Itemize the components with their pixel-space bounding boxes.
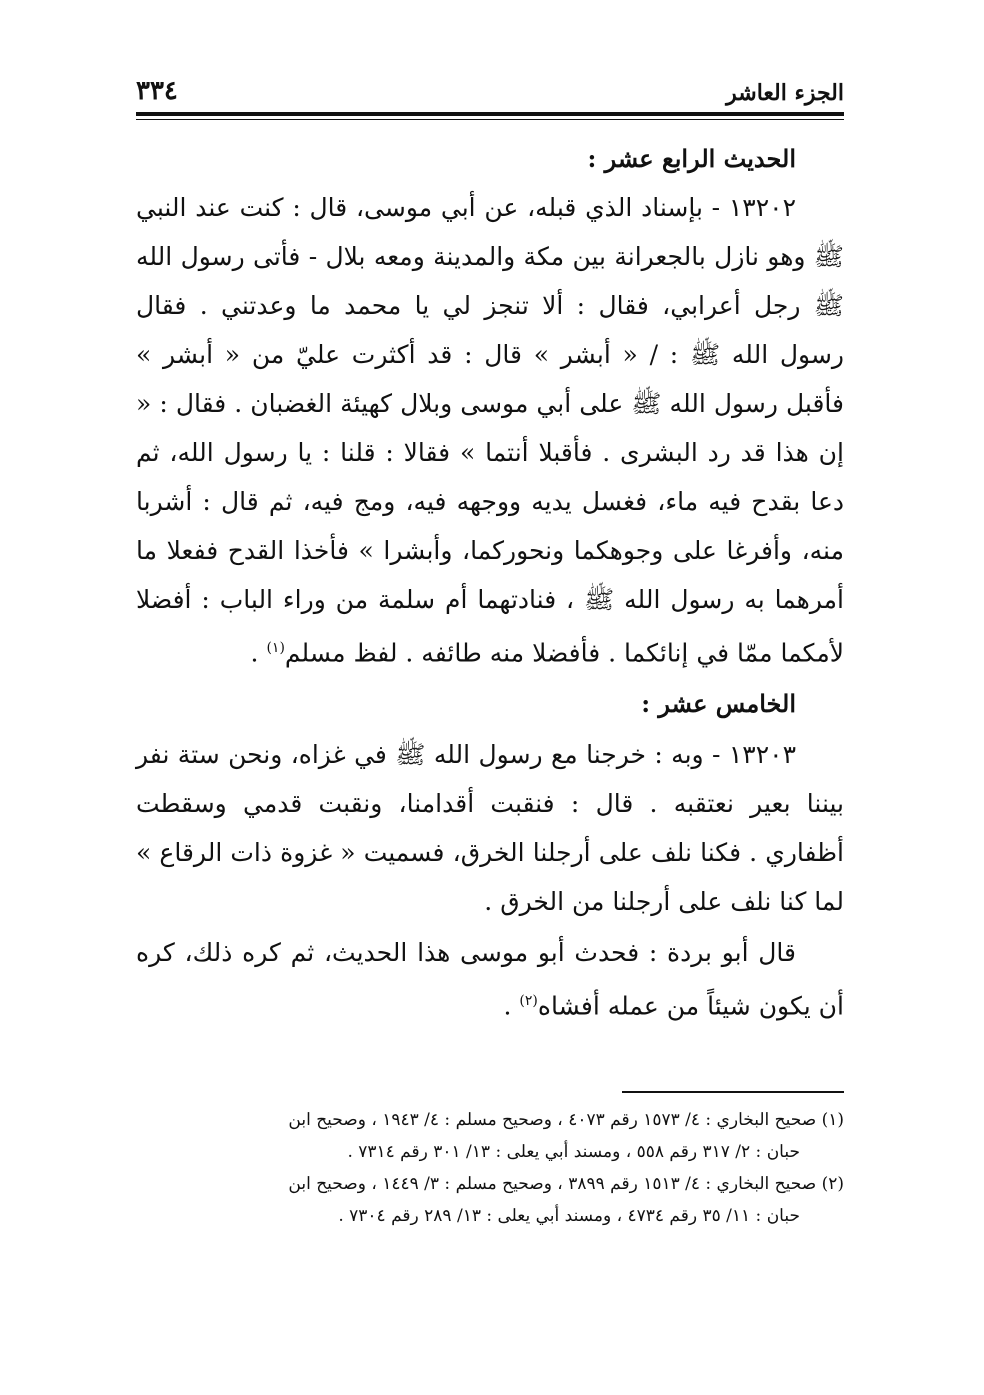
paragraph-end: .: [250, 638, 267, 668]
footnote-separator: [622, 1091, 844, 1093]
footnote-line: حبان : ١١/ ٣٥ رقم ٤٧٣٤ ، ومسند أبي يعلى : ١٣/ ٢٨٩ رقم ٧٣٠٤ .: [338, 1206, 800, 1226]
footnote-line: (١) صحيح البخاري : ٤/ ١٥٧٣ رقم ٤٠٧٣ ، وصحيح مسلم : ٤/ ١٩٤٣ ، وصحيح ابن: [288, 1110, 844, 1130]
footnote-line: (٢) صحيح البخاري : ٤/ ١٥١٣ رقم ٣٨٩٩ ، وصحيح مسلم : ٣/ ١٤٤٩ ، وصحيح ابن: [288, 1174, 844, 1194]
footnote-ref[interactable]: (١): [266, 640, 285, 656]
header-rule-thin: [136, 119, 844, 120]
running-title: الجزء العاشر: [726, 80, 844, 106]
header-rule: [136, 112, 844, 116]
footnote-ref[interactable]: (٢): [519, 993, 538, 1010]
footnotes: [136, 1104, 844, 1232]
hadith-text: ١٣٢٠٢ - بإسناد الذي قبله، عن أبي موسى، قال : كنت عند النبي ﷺ وهو نازل بالجعرانة بين مكة والمدينة ومعه بلال - فأتى رسول الله ﷺ رجل أعرابي، فقال : ألا تنجز لي يا محمد ما وعدتني . فقال رسول الله ﷺ : / « أبشر » قال : قد أكثرت عليّ من « أبشر » فأقبل رسول الله ﷺ على أبي موسى وبلال كهيئة الغضبان . فقال : « إن هذا قد رد البشرى . فأقبلا أنتما » فقالا : قلنا : يا رسول الله، ثم دعا بقدح فيه ماء، فغسل يديه ووجهه فيه، ومج فيه، ثم قال : أشربا منه، وأفرغا على وجوهكما ونحوركما، وأبشرا » فأخذا القدح ففعلا ما أمرهما به رسول الله ﷺ ، فنادتهما أم سلمة من وراء الباب : أفضلا لأمكما ممّا في إنائكما . فأفضلا منه طائفه . لفظ مسلم: [136, 193, 844, 668]
page-number: ٣٣٤: [136, 76, 178, 106]
section-heading: الحديث الرابع عشر :: [587, 144, 796, 173]
narrator-paragraph: [136, 928, 844, 1030]
paragraph-end: .: [503, 991, 520, 1021]
main-text: [136, 134, 844, 1031]
hadith-paragraph: ١٣٢٠٣ - وبه : خرجنا مع رسول الله ﷺ في غزاه، ونحن ستة نفر بيننا بعير نعتقبه . قال : فنقبت أقدامنا، ونقبت قدمي وسقطت أظفاري . فكنا نلف على أرجلنا الخرق، فسميت « غزوة ذات الرقاع » لما كنا نلف على أرجلنا من الخرق .: [136, 740, 844, 917]
footnote-line: حبان : ٢/ ٣١٧ رقم ٥٥٨ ، ومسند أبي يعلى : ١٣/ ٣٠١ رقم ٧٣١٤ .: [347, 1142, 800, 1162]
section-heading: الخامس عشر :: [641, 689, 796, 719]
page-header: [136, 56, 844, 106]
narrator-text: قال أبو بردة : فحدث أبو موسى هذا الحديث، ثم كره ذلك، كره أن يكون شيئاً من عمله أفشاه: [136, 938, 844, 1021]
hadith-paragraph: [136, 183, 844, 677]
